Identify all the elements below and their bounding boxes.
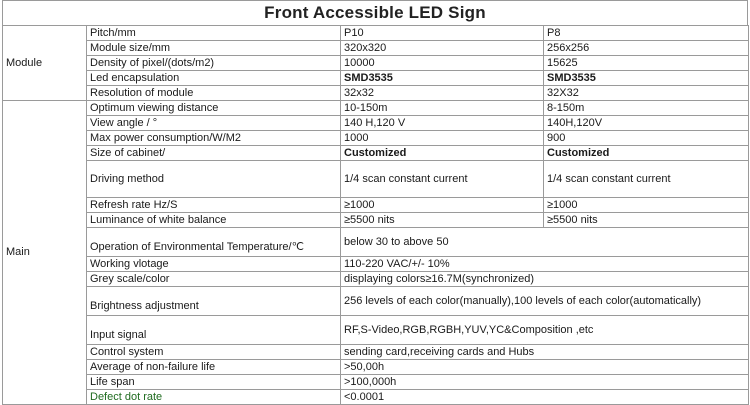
table-row bbox=[3, 26, 749, 41]
shared-value: >100,000h bbox=[341, 375, 749, 390]
p10-value: 320x320 bbox=[341, 41, 544, 56]
p10-value: 10000 bbox=[341, 56, 544, 71]
spec-label: Life span bbox=[87, 375, 341, 390]
spec-label: Refresh rate Hz/S bbox=[87, 198, 341, 213]
p8-value: 256x256 bbox=[544, 41, 749, 56]
table-row bbox=[3, 287, 749, 316]
table-row bbox=[3, 316, 749, 345]
p10-value: 140 H,120 V bbox=[341, 116, 544, 131]
table-row bbox=[3, 198, 749, 213]
spec-label: Brightness adjustment bbox=[87, 287, 341, 316]
spec-label: Luminance of white balance bbox=[87, 213, 341, 228]
spec-table bbox=[2, 25, 749, 405]
p8-value: 8-150m bbox=[544, 101, 749, 116]
group-label-main: Main bbox=[3, 101, 87, 405]
table-row bbox=[3, 213, 749, 228]
spec-label: Module size/mm bbox=[87, 41, 341, 56]
p8-value: ≥5500 nits bbox=[544, 213, 749, 228]
p8-value: SMD3535 bbox=[544, 71, 749, 86]
spec-label: Operation of Environmental Temperature/℃ bbox=[87, 228, 341, 257]
table-row bbox=[3, 86, 749, 101]
group-label-module: Module bbox=[3, 26, 87, 101]
spec-label: Pitch/mm bbox=[87, 26, 341, 41]
table-row bbox=[3, 116, 749, 131]
p8-value: 900 bbox=[544, 131, 749, 146]
p8-value: 15625 bbox=[544, 56, 749, 71]
p8-value: Customized bbox=[544, 146, 749, 161]
spec-label: Defect dot rate bbox=[87, 390, 341, 405]
p10-value: P10 bbox=[341, 26, 544, 41]
page-title: Front Accessible LED Sign bbox=[2, 0, 748, 25]
table-row bbox=[3, 41, 749, 56]
p8-value: 32X32 bbox=[544, 86, 749, 101]
p8-value: 1/4 scan constant current bbox=[544, 161, 749, 198]
spec-label: Size of cabinet/ bbox=[87, 146, 341, 161]
shared-value: >50,00h bbox=[341, 360, 749, 375]
p8-value: ≥1000 bbox=[544, 198, 749, 213]
p8-value: 140H,120V bbox=[544, 116, 749, 131]
table-row bbox=[3, 131, 749, 146]
table-row bbox=[3, 375, 749, 390]
table-row bbox=[3, 161, 749, 198]
spec-label: Control system bbox=[87, 345, 341, 360]
p10-value: 32x32 bbox=[341, 86, 544, 101]
spec-label: Grey scale/color bbox=[87, 272, 341, 287]
spec-label: Input signal bbox=[87, 316, 341, 345]
table-row bbox=[3, 228, 749, 257]
p10-value: ≥5500 nits bbox=[341, 213, 544, 228]
p10-value: 1000 bbox=[341, 131, 544, 146]
p10-value: ≥1000 bbox=[341, 198, 544, 213]
spec-label: Resolution of module bbox=[87, 86, 341, 101]
p10-value: Customized bbox=[341, 146, 544, 161]
table-row bbox=[3, 345, 749, 360]
spec-label: Optimum viewing distance bbox=[87, 101, 341, 116]
spec-label: Average of non-failure life bbox=[87, 360, 341, 375]
p8-value: P8 bbox=[544, 26, 749, 41]
spec-label: View angle / ° bbox=[87, 116, 341, 131]
table-row bbox=[3, 56, 749, 71]
shared-value: 256 levels of each color(manually),100 levels of each color(automatically) bbox=[341, 287, 749, 316]
p10-value: 1/4 scan constant current bbox=[341, 161, 544, 198]
shared-value: below 30 to above 50 bbox=[341, 228, 749, 257]
spec-label: Driving method bbox=[87, 161, 341, 198]
spec-label: Density of pixel/(dots/m2) bbox=[87, 56, 341, 71]
p10-value: 10-150m bbox=[341, 101, 544, 116]
shared-value: RF,S-Video,RGB,RGBH,YUV,YC&Composition ,etc bbox=[341, 316, 749, 345]
shared-value: <0.0001 bbox=[341, 390, 749, 405]
shared-value: sending card,receiving cards and Hubs bbox=[341, 345, 749, 360]
table-row bbox=[3, 257, 749, 272]
table-row bbox=[3, 360, 749, 375]
table-row bbox=[3, 71, 749, 86]
p10-value: SMD3535 bbox=[341, 71, 544, 86]
shared-value: displaying colors≥16.7M(synchronized) bbox=[341, 272, 749, 287]
table-row bbox=[3, 146, 749, 161]
table-row bbox=[3, 101, 749, 116]
spec-label: Led encapsulation bbox=[87, 71, 341, 86]
shared-value: 110-220 VAC/+/- 10% bbox=[341, 257, 749, 272]
table-row bbox=[3, 390, 749, 405]
spec-label: Max power consumption/W/M2 bbox=[87, 131, 341, 146]
spec-label: Working vlotage bbox=[87, 257, 341, 272]
table-row bbox=[3, 272, 749, 287]
